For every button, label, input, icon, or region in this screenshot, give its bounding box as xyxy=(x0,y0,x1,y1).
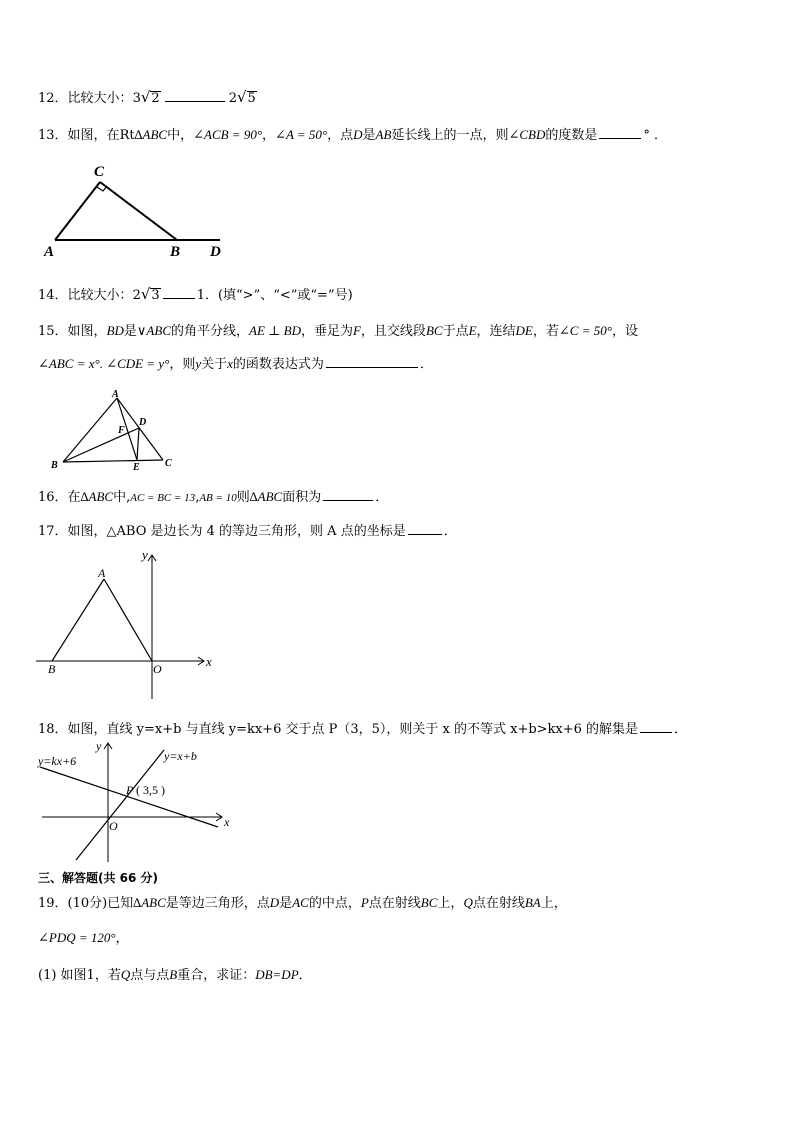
math: ∠PDQ = 120° xyxy=(38,930,116,945)
answer-blank[interactable] xyxy=(165,88,225,102)
line-bd xyxy=(63,428,139,462)
text: 1．(填“>”、“<”或“=”号) xyxy=(196,288,353,303)
text: 如图，△ABO 是边长为 4 的等边三角形，则 A 点的坐标是 xyxy=(67,524,406,539)
math: ∠ACB = 90° xyxy=(193,127,263,142)
radicand-a: 2 xyxy=(151,91,160,106)
text: 点在射线 xyxy=(472,896,525,911)
question-number: 15． xyxy=(38,324,68,339)
radicand-b: 5 xyxy=(247,91,256,106)
math: Q xyxy=(120,967,131,982)
label-d: D xyxy=(210,244,221,260)
math: ∆ABC xyxy=(249,489,283,504)
label-a: A xyxy=(44,244,55,260)
line-ac xyxy=(55,182,100,240)
math: BC xyxy=(425,323,443,338)
math: B xyxy=(169,967,178,982)
label-y: y xyxy=(96,739,102,753)
text: 的函数表达式为 xyxy=(232,357,324,372)
answer-blank[interactable] xyxy=(163,285,195,299)
math: ∆ABC xyxy=(133,895,166,910)
question-number: 16． xyxy=(38,490,68,505)
text: 是 xyxy=(362,128,376,143)
question-12 xyxy=(38,88,257,108)
text: ， xyxy=(262,128,276,143)
label-line-xb: y=x+b xyxy=(164,749,197,763)
text: 上， xyxy=(437,896,464,911)
math: ∆ABC xyxy=(80,489,114,504)
math: ∠ABC = x° xyxy=(38,356,100,371)
label-a: A xyxy=(98,566,106,580)
line-de xyxy=(137,428,139,460)
label-x: x xyxy=(224,815,230,829)
label-o: O xyxy=(153,662,162,676)
text: 重合，求证： xyxy=(177,968,256,983)
label-p-coords: ( 3,5 ) xyxy=(136,783,165,797)
label-b: B xyxy=(48,662,56,676)
text: 关于 xyxy=(201,357,228,372)
text: ，点 xyxy=(327,128,354,143)
math: y xyxy=(195,356,202,371)
figure-q17 xyxy=(36,545,226,705)
text: 点与点 xyxy=(130,968,170,983)
text: ． xyxy=(674,722,688,737)
text: ． xyxy=(298,968,312,983)
question-number: 14． xyxy=(38,288,68,303)
math: AE ⊥ BD xyxy=(249,323,301,338)
text: 面积为 xyxy=(282,490,322,505)
text: 如图，在 xyxy=(67,128,120,143)
math: ∠CBD xyxy=(508,127,546,142)
text: 的角平分线， xyxy=(171,324,250,339)
question-16 xyxy=(38,487,388,507)
text: 在 xyxy=(67,490,81,505)
question-number: 19． xyxy=(38,896,68,911)
label-c: C xyxy=(165,458,172,469)
text: ． xyxy=(443,524,457,539)
math: DE xyxy=(515,323,533,338)
label-b: B xyxy=(170,244,181,260)
text: 的度数是 xyxy=(545,128,598,143)
text: ，设 xyxy=(611,324,638,339)
math: BC xyxy=(420,895,438,910)
math: P xyxy=(360,895,369,910)
math: F xyxy=(352,323,361,338)
math: AB xyxy=(375,127,392,142)
math: E xyxy=(468,323,477,338)
sqrt-symbol: √ xyxy=(140,285,151,303)
question-15-line2 xyxy=(38,354,433,374)
math: ∠A = 50° xyxy=(275,127,328,142)
text: 已知 xyxy=(107,896,134,911)
text: (1) 如图1，若 xyxy=(38,968,121,983)
question-number: 13． xyxy=(38,128,68,143)
label-o: O xyxy=(109,819,118,833)
score: (10分) xyxy=(67,896,108,911)
text: 上， xyxy=(540,896,567,911)
question-text: 比较大小： xyxy=(67,91,133,106)
section-heading: 三、解答题(共 66 分) xyxy=(38,871,159,885)
text: ，且交线段 xyxy=(360,324,426,339)
question-17 xyxy=(38,521,457,541)
figure-q15 xyxy=(45,390,185,472)
radicand: 3 xyxy=(151,288,160,303)
line-ab xyxy=(52,579,104,661)
line-kx-6 xyxy=(40,767,218,827)
text: ． xyxy=(375,490,389,505)
label-p: P xyxy=(126,783,134,797)
math: D xyxy=(353,127,363,142)
text: ，若 xyxy=(532,324,559,339)
text: 是 xyxy=(123,324,137,339)
text: ，则 xyxy=(169,357,196,372)
coef: 2 xyxy=(132,288,141,303)
line-x-b xyxy=(76,750,164,860)
text: 于点 xyxy=(442,324,469,339)
question-19-part1 xyxy=(38,966,312,985)
question-number: 18． xyxy=(38,722,68,737)
label-y: y xyxy=(142,547,148,562)
math: DB=DP xyxy=(255,967,299,982)
question-number: 12． xyxy=(38,91,68,106)
math: ∠C = 50° xyxy=(558,323,612,338)
label-x: x xyxy=(206,654,212,669)
math: x xyxy=(227,356,233,371)
question-14 xyxy=(38,285,353,305)
text: 点在射线 xyxy=(368,896,421,911)
answer-blank[interactable] xyxy=(408,521,442,535)
answer-blank[interactable] xyxy=(640,719,672,733)
answer-blank[interactable] xyxy=(326,354,418,368)
math: AC = BC = 13 xyxy=(130,492,196,504)
text: ， xyxy=(115,931,129,946)
text: ，连结 xyxy=(476,324,516,339)
label-e: E xyxy=(133,462,140,473)
text: 延长线上的一点，则 xyxy=(391,128,509,143)
label-f: F xyxy=(118,425,125,436)
math: ∆ABC xyxy=(134,127,168,142)
text: , xyxy=(195,490,200,505)
text: 的中点， xyxy=(308,896,361,911)
answer-blank[interactable] xyxy=(323,487,373,501)
math: BD xyxy=(106,323,124,338)
answer-blank[interactable] xyxy=(599,125,641,139)
math: ∨ABC xyxy=(136,323,171,338)
sqrt-symbol: √ xyxy=(140,88,151,106)
label-b: B xyxy=(51,460,58,471)
text: 是 xyxy=(279,896,293,911)
question-19 xyxy=(38,894,567,913)
label-c: C xyxy=(94,164,105,180)
coef-b: 2 xyxy=(228,91,237,106)
math: BA xyxy=(524,895,541,910)
question-19-condition xyxy=(38,929,129,948)
text: ． xyxy=(419,357,433,372)
text: ° ． xyxy=(643,128,668,143)
text: 则 xyxy=(236,490,250,505)
question-number: 17． xyxy=(38,524,68,539)
question-18 xyxy=(38,719,687,739)
figure-q13 xyxy=(40,160,240,260)
text: 中， xyxy=(167,128,194,143)
label-line-kx6: y=kx+6 xyxy=(38,754,77,768)
line-ab xyxy=(63,398,117,462)
question-15 xyxy=(38,322,638,341)
question-13 xyxy=(38,125,667,145)
text: 如图， xyxy=(67,324,107,339)
math: . ∠CDE = y° xyxy=(99,356,170,371)
math: AB = 10 xyxy=(199,492,237,504)
line-cb xyxy=(100,182,177,240)
text: 中, xyxy=(113,490,131,505)
coef-a: 3 xyxy=(132,91,141,106)
label-d: D xyxy=(139,417,147,428)
math: Q xyxy=(463,895,473,910)
label-a: A xyxy=(112,389,119,400)
line-bc xyxy=(63,460,163,462)
text: ，垂足为 xyxy=(300,324,353,339)
figure-q18 xyxy=(36,738,246,866)
sqrt-symbol: √ xyxy=(236,88,247,106)
text: Rt xyxy=(119,128,135,143)
text: 是等边三角形，点 xyxy=(165,896,270,911)
math: AC xyxy=(292,895,309,910)
text: 如图，直线 y=x+b 与直线 y=kx+6 交于点 P（3，5），则关于 x 的不等式 x+b>kx+6 的解集是 xyxy=(67,722,639,737)
text: 比较大小： xyxy=(67,288,133,303)
line-ao xyxy=(104,579,152,661)
math: D xyxy=(269,895,280,910)
